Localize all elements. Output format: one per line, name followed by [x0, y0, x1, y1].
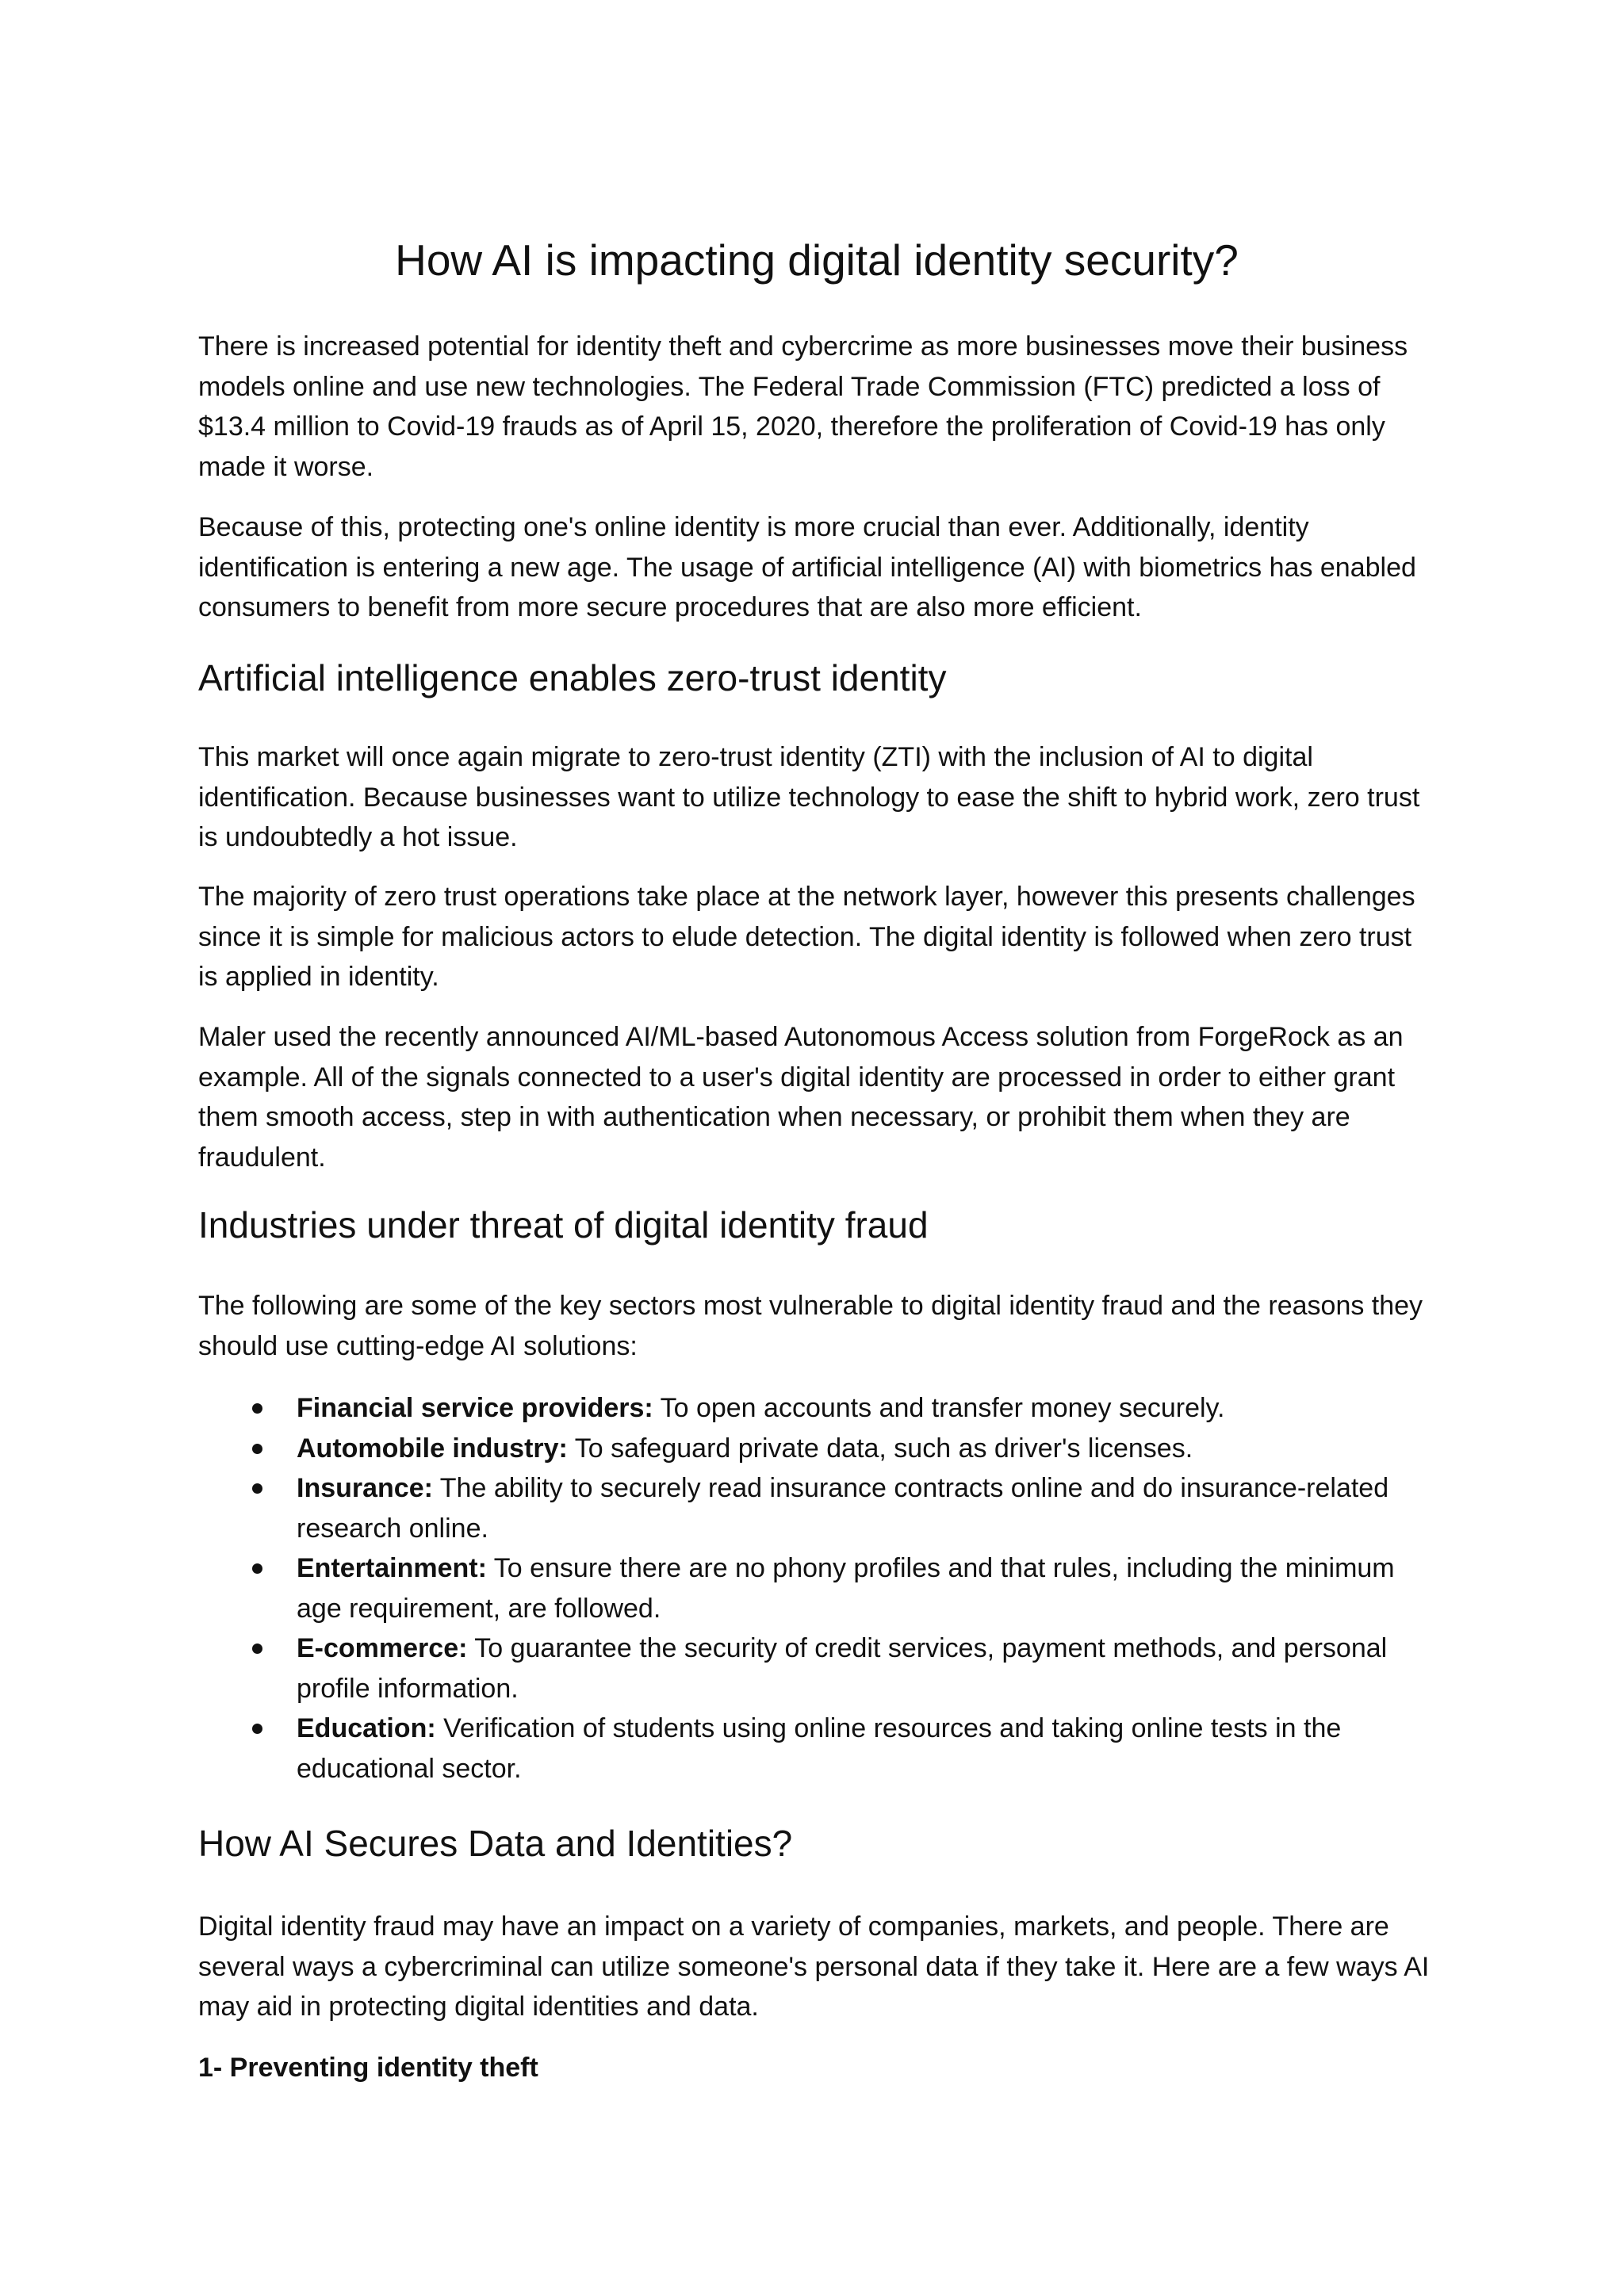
- bullet-icon: [252, 1724, 262, 1734]
- intro-paragraph-1: There is increased potential for identity theft and cybercrime as more businesses move their business models online and use new technologies. The Federal Trade Commission (FTC) predicted a loss of $13.4 million to Covid-19 frauds as of April 15, 2020, therefore the proliferation of Covid-19 has only made it worse.: [198, 331, 1408, 482]
- zero-trust-paragraph-3: Maler used the recently announced AI/ML-based Autonomous Access solution from ForgeRock as an example. All of the signals connected to a user's digital identity are processed in order to either grant them smooth access, step in with authentication when necessary, or prohibit them when they are fraudulent.: [198, 1022, 1404, 1173]
- list-item-text: To safeguard private data, such as driver's licenses.: [567, 1433, 1193, 1464]
- bullet-icon: [252, 1403, 262, 1414]
- section-heading-how-ai-secures: How AI Secures Data and Identities?: [198, 1823, 793, 1864]
- list-item-text: To guarantee the security of credit services, payment methods, and personal profile information.: [297, 1633, 1388, 1704]
- list-item: [198, 1709, 1435, 1789]
- subheading-preventing-identity-theft: 1- Preventing identity theft: [198, 2053, 538, 2083]
- list-item-text: To open accounts and transfer money securely.: [653, 1393, 1225, 1423]
- list-item-label: Automobile industry:: [297, 1433, 568, 1464]
- section-heading-industries: Industries under threat of digital identity fraud: [198, 1204, 929, 1246]
- zero-trust-paragraph-1: This market will once again migrate to zero-trust identity (ZTI) with the inclusion of AI to digital identification. Because businesses want to utilize technology to ease the shift to hybrid work, zero trust is undoubtedly a hot issue.: [198, 742, 1420, 852]
- list-item-label: Financial service providers:: [297, 1393, 653, 1423]
- bullet-icon: [252, 1444, 262, 1454]
- list-item: [198, 1429, 1435, 1469]
- list-item-label: E-commerce:: [297, 1633, 468, 1663]
- list-item: [198, 1468, 1435, 1548]
- list-item: [198, 1628, 1435, 1709]
- page-title: How AI is impacting digital identity security?: [395, 235, 1239, 285]
- bullet-icon: [252, 1483, 262, 1494]
- intro-paragraph-2: Because of this, protecting one's online identity is more crucial than ever. Additionally, identity identification is entering a new age. The usage of artificial intelligence (AI) with biometrics has enabled consumers to benefit from more secure procedures that are also more efficient.: [198, 512, 1416, 622]
- list-item: [198, 1548, 1435, 1628]
- section-heading-zero-trust: Artificial intelligence enables zero-trust identity: [198, 657, 947, 698]
- list-item-label: Insurance:: [297, 1473, 433, 1503]
- list-item: [198, 1388, 1435, 1429]
- list-item-text: Verification of students using online resources and taking online tests in the educational sector.: [297, 1713, 1342, 1784]
- how-ai-secures-paragraph: Digital identity fraud may have an impact on a variety of companies, markets, and people. There are several ways a cybercriminal can utilize someone's personal data if they take it. Here are a few ways AI may aid in protecting digital identities and data.: [198, 1911, 1430, 2022]
- industries-intro: The following are some of the key sectors most vulnerable to digital identity fraud and the reasons they should use cutting-edge AI solutions:: [198, 1291, 1423, 1361]
- bullet-icon: [252, 1644, 262, 1654]
- industries-list: [198, 1388, 1435, 1789]
- list-item-text: To ensure there are no phony profiles and that rules, including the minimum age requirement, are followed.: [297, 1553, 1395, 1624]
- bullet-icon: [252, 1563, 262, 1574]
- list-item-label: Education:: [297, 1713, 436, 1743]
- list-item-text: The ability to securely read insurance contracts online and do insurance-related research online.: [297, 1473, 1389, 1544]
- list-item-label: Entertainment:: [297, 1553, 487, 1583]
- zero-trust-paragraph-2: The majority of zero trust operations take place at the network layer, however this presents challenges since it is simple for malicious actors to elude detection. The digital identity is followed when zero trust is applied in identity.: [198, 882, 1415, 992]
